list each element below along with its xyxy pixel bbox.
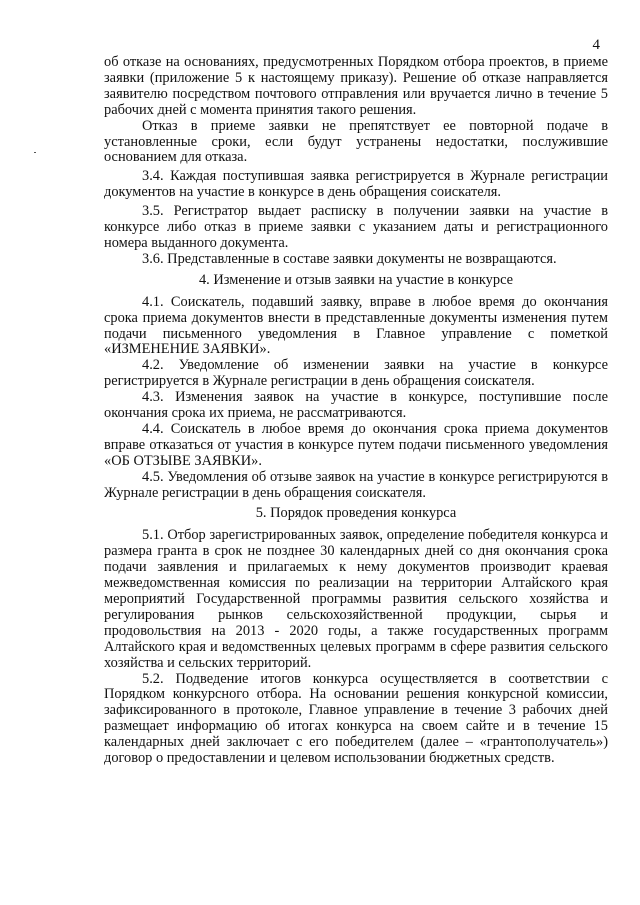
scan-mark: [34, 152, 36, 153]
paragraph: 3.6. Представленные в составе заявки документы не возвращаются.: [142, 250, 557, 267]
paragraph: об отказе на основаниях, предусмотренных Порядком отбора проектов, в приеме заявки (приложение 5 к настоящему приказу). Решение об отказе направляется заявителю посредством почтового отправления или вручается лично в течение 5 рабочих дней с момента принятия такого решения.: [104, 54, 608, 118]
section-heading: 4. Изменение и отзыв заявки на участие в конкурсе: [198, 271, 514, 288]
document-body: [104, 55, 608, 767]
paragraph: 3.4. Каждая поступившая заявка регистрируется в Журнале регистрации документов на участие в конкурсе в день обращения соискателя.: [104, 168, 608, 201]
paragraph: 4.5. Уведомления об отзыве заявок на участие в конкурсе регистрируются в Журнале регистрации в день обращения соискателя.: [104, 468, 608, 501]
paragraph: 5.1. Отбор зарегистрированных заявок, определение победителя конкурса и размера гранта в срок не позднее 30 календарных дней со дня окончания срока подачи заявления и прилагаемых к нему документов производит краевая межведомственная комиссия по реализации на территории Алтайского края мероприятий Государственной программы развития сельского хозяйства и регулирования рынков сельскохозяйственной продукции, сырья и продовольствия на 2013 - 2020 годы, а также государственных программ Алтайского края и ведомственных целевых программ в сфере развития сельского хозяйства и сельских территорий.: [104, 527, 608, 671]
page-number: 4: [592, 37, 600, 53]
paragraph: Отказ в приеме заявки не препятствует ее повторной подаче в установленные сроки, если будут устранены недостатки, послужившие основанием для отказа.: [104, 117, 608, 166]
paragraph: 5.2. Подведение итогов конкурса осуществляется в соответствии с Порядком конкурсного отбора. На основании решения конкурсной комиссии, зафиксированного в протоколе, Главное управление в течение 3 рабочих дней размещает информацию об итогах конкурса на своем сайте и в течение 15 календарных дней заключает с его победителем (далее – «грантополучатель») договор о предоставлении и целевом использовании бюджетных средств.: [104, 670, 608, 767]
paragraph: 4.4. Соискатель в любое время до окончания срока приема документов вправе отказаться от участия в конкурсе путем подачи письменного уведомления «ОБ ОТЗЫВЕ ЗАЯВКИ».: [104, 420, 608, 469]
paragraph: 4.3. Изменения заявок на участие в конкурсе, поступившие после окончания срока их приема, не рассматриваются.: [104, 389, 608, 422]
paragraph: 4.1. Соискатель, подавший заявку, вправе в любое время до окончания срока приема документов внести в представленные документы изменения путем подачи письменного уведомления в Главное управление с пометкой «ИЗМЕНЕНИЕ ЗАЯВКИ».: [104, 293, 608, 358]
paragraph: 3.5. Регистратор выдает расписку в получении заявки на участие в конкурсе либо отказ в приеме заявки с указанием даты и регистрационного номера выданного документа.: [104, 203, 608, 251]
section-heading: 5. Порядок проведения конкурса: [255, 505, 457, 522]
paragraph: 4.2. Уведомление об изменении заявки на участие в конкурсе регистрируется в Журнале регистрации в день обращения соискателя.: [104, 357, 608, 390]
